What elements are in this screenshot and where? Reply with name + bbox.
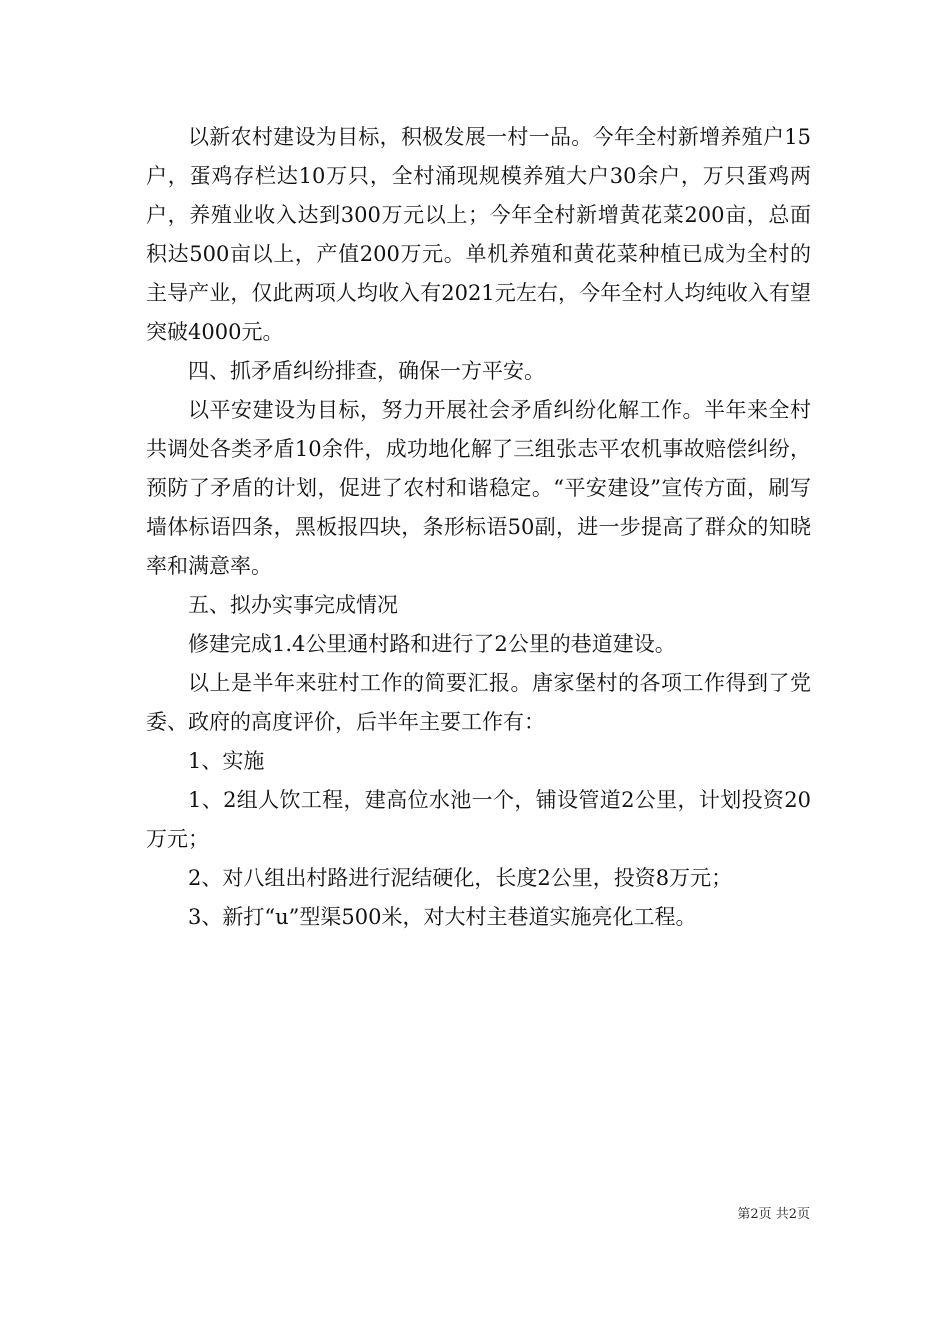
list-heading-implementation: 1、实施 [188, 749, 265, 773]
list-item-channel-lighting: 3、新打“u”型渠500米，对大村主巷道实施亮化工程。 [188, 905, 697, 929]
document-body [146, 118, 811, 937]
paragraph-safety-construction: 以平安建设为目标，努力开展社会矛盾纠纷化解工作。半年来全村共调处各类矛盾10余件，成功地化解了三组张志平农机事故赔偿纠纷，预防了矛盾的计划，促进了农村和谐稳定。“平安建设”宣传方面，刷写墙体标语四条，黑板报四块，条形标语50副，进一步提高了群众的知晓率和满意率。 [146, 398, 811, 578]
list-item-water-project: 1、2组人饮工程，建高位水池一个，铺设管道2公里，计划投资20万元； [146, 788, 811, 851]
page-number-footer: 第2页 共2页 [737, 1207, 810, 1222]
paragraph-summary: 以上是半年来驻村工作的简要汇报。唐家堡村的各项工作得到了党委、政府的高度评价，后半年主要工作有： [146, 671, 811, 734]
paragraph-breeding-industry: 以新农村建设为目标，积极发展一村一品。今年全村新增养殖户15户，蛋鸡存栏达10万只，全村涌现规模养殖大户30余户，万只蛋鸡两户，养殖业收入达到300万元以上；今年全村新增黄花菜200亩，总面积达500亩以上，产值200万元。单机养殖和黄花菜种植已成为全村的主导产业，仅此两项人均收入有2021元左右，今年全村人均纯收入有望突破4000元。 [146, 125, 811, 344]
section-heading-dispute-screening: 四、抓矛盾纠纷排查，确保一方平安。 [188, 359, 545, 383]
list-item-road-hardening: 2、对八组出村路进行泥结硬化，长度2公里，投资8万元； [188, 866, 733, 890]
paragraph-road-construction: 修建完成1.4公里通村路和进行了2公里的巷道建设。 [188, 632, 676, 656]
section-heading-practical-matters: 五、拟办实事完成情况 [188, 593, 398, 617]
